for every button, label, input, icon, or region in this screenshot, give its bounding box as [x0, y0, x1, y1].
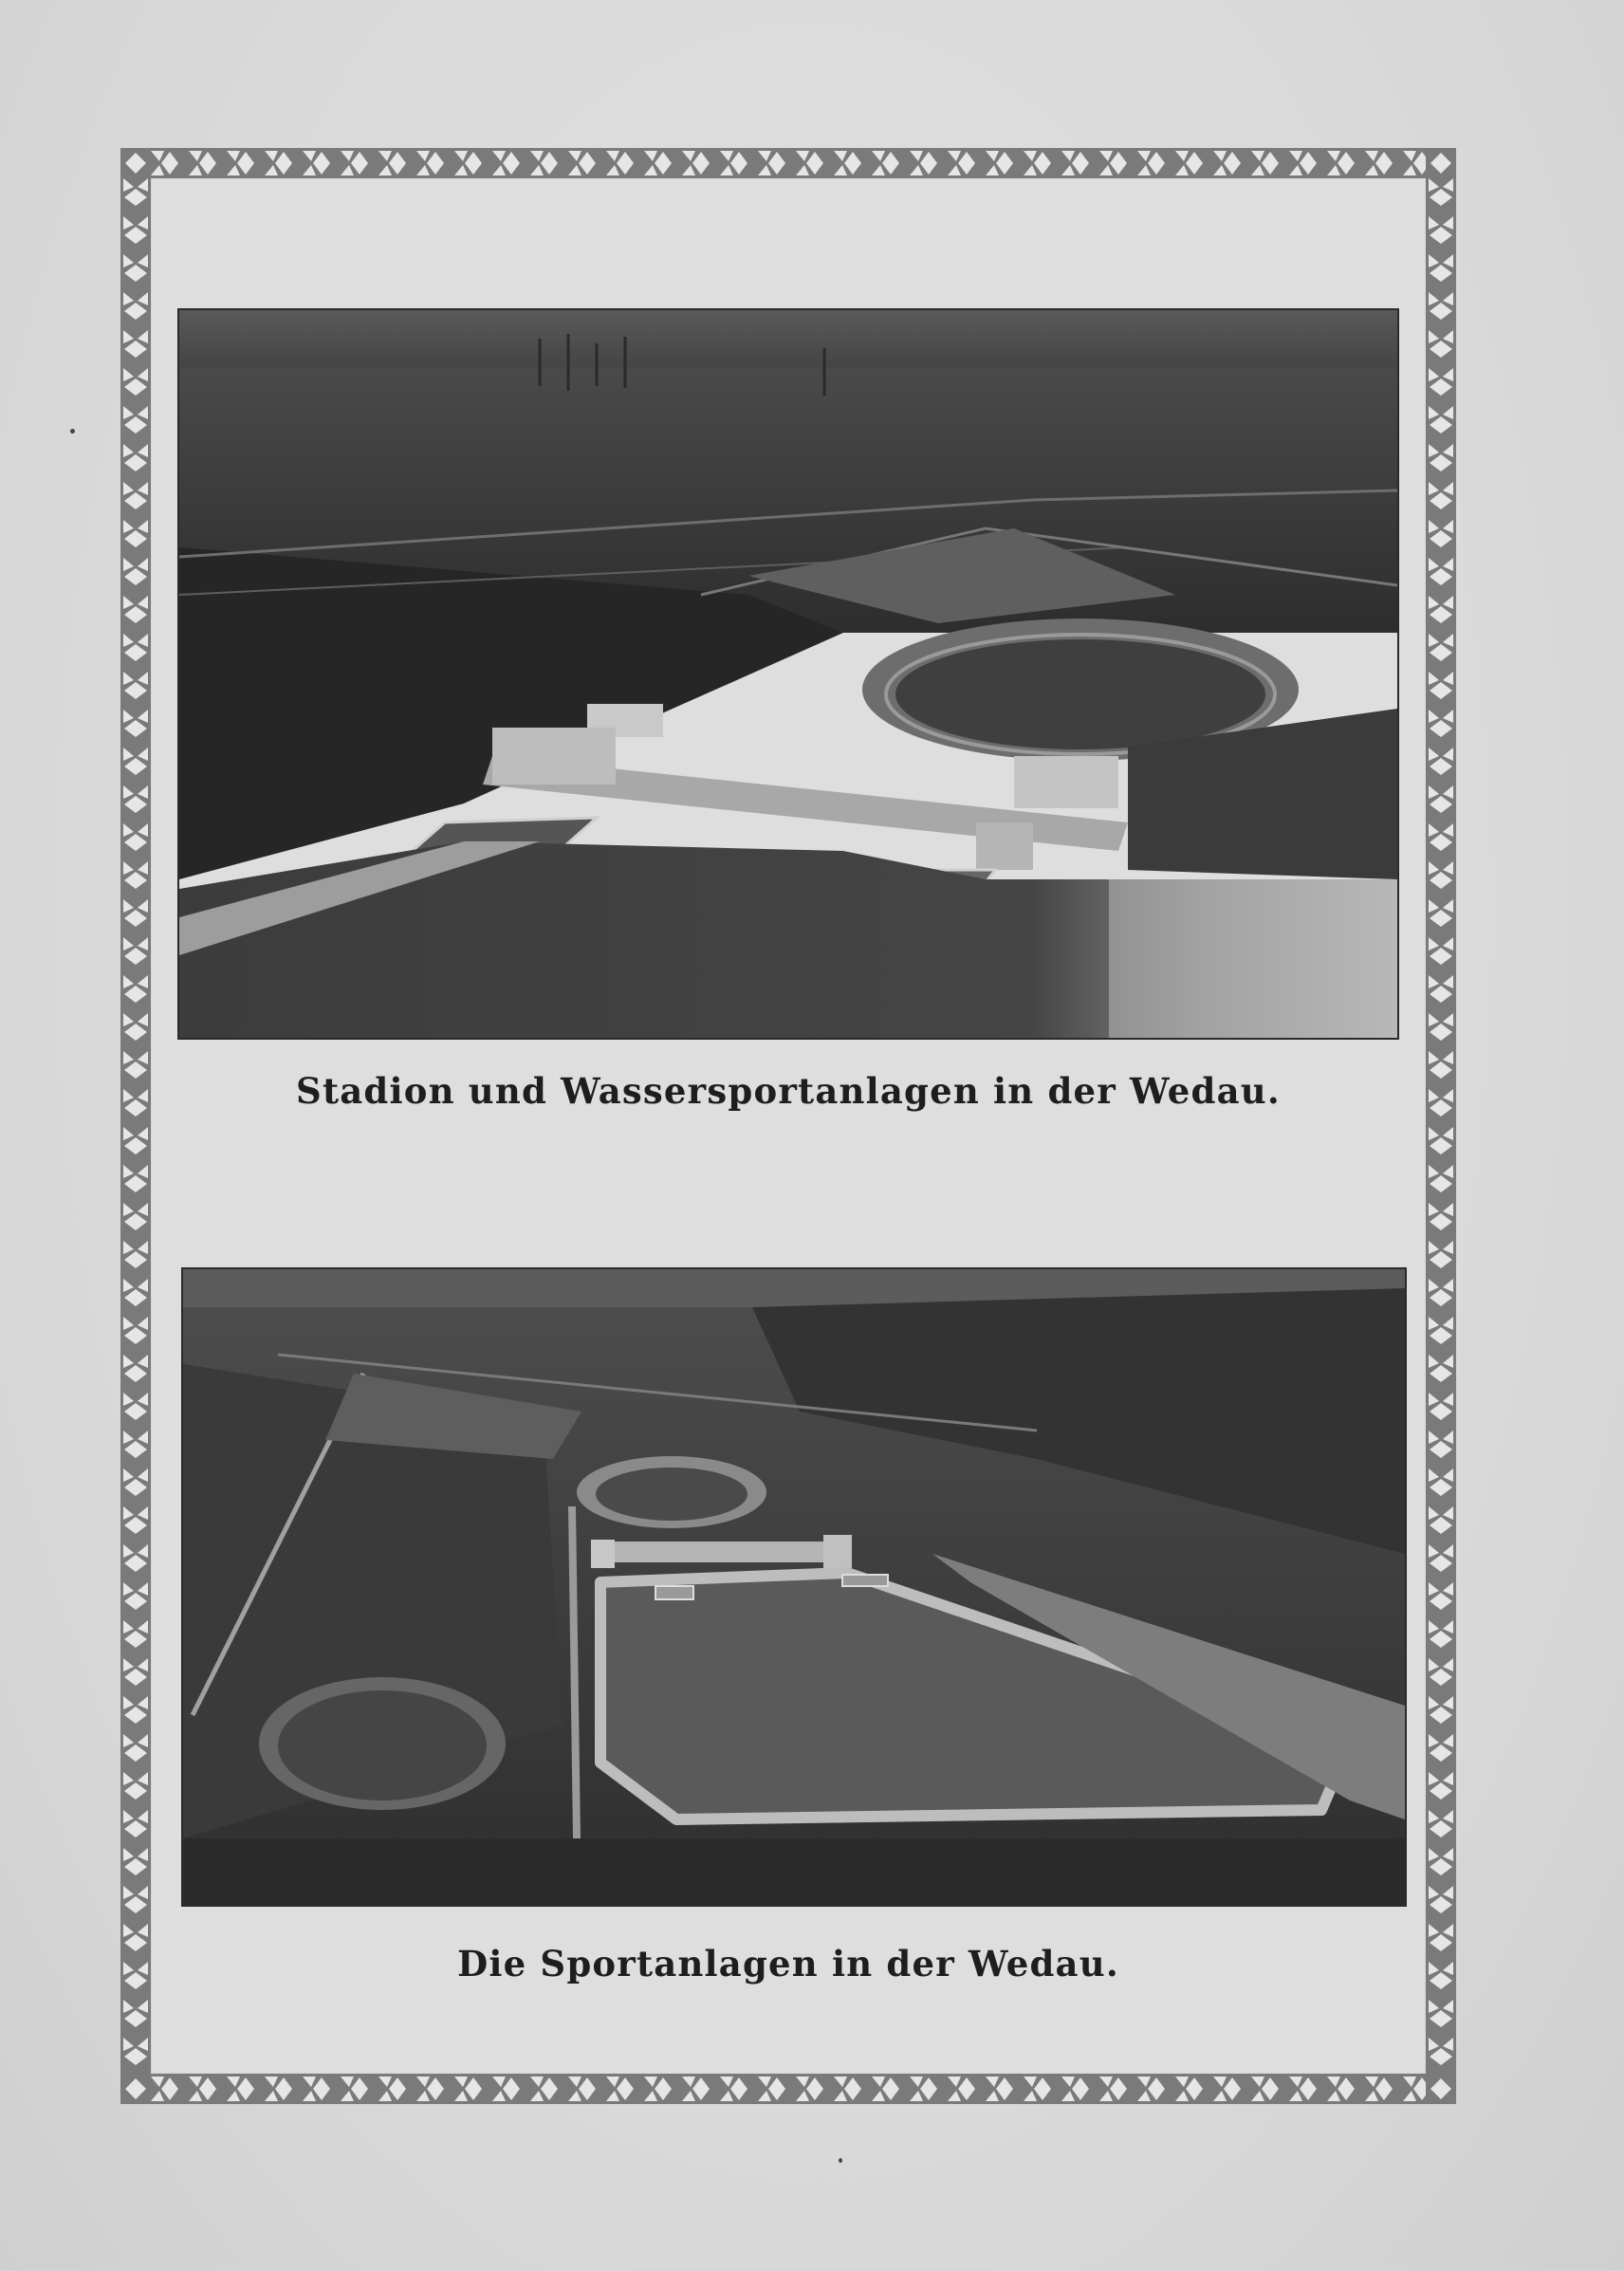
stadium-photo-caption: Stadion und Wassersportanlagen in der Wedau. [296, 1070, 1281, 1112]
paper-speck [839, 2158, 842, 2163]
sports-grounds-aerial-photo [181, 1267, 1407, 1907]
sports-grounds-photo-caption: Die Sportanlagen in der Wedau. [457, 1943, 1119, 1985]
paper-speck [70, 429, 75, 434]
stadium-aerial-photo [177, 308, 1399, 1040]
